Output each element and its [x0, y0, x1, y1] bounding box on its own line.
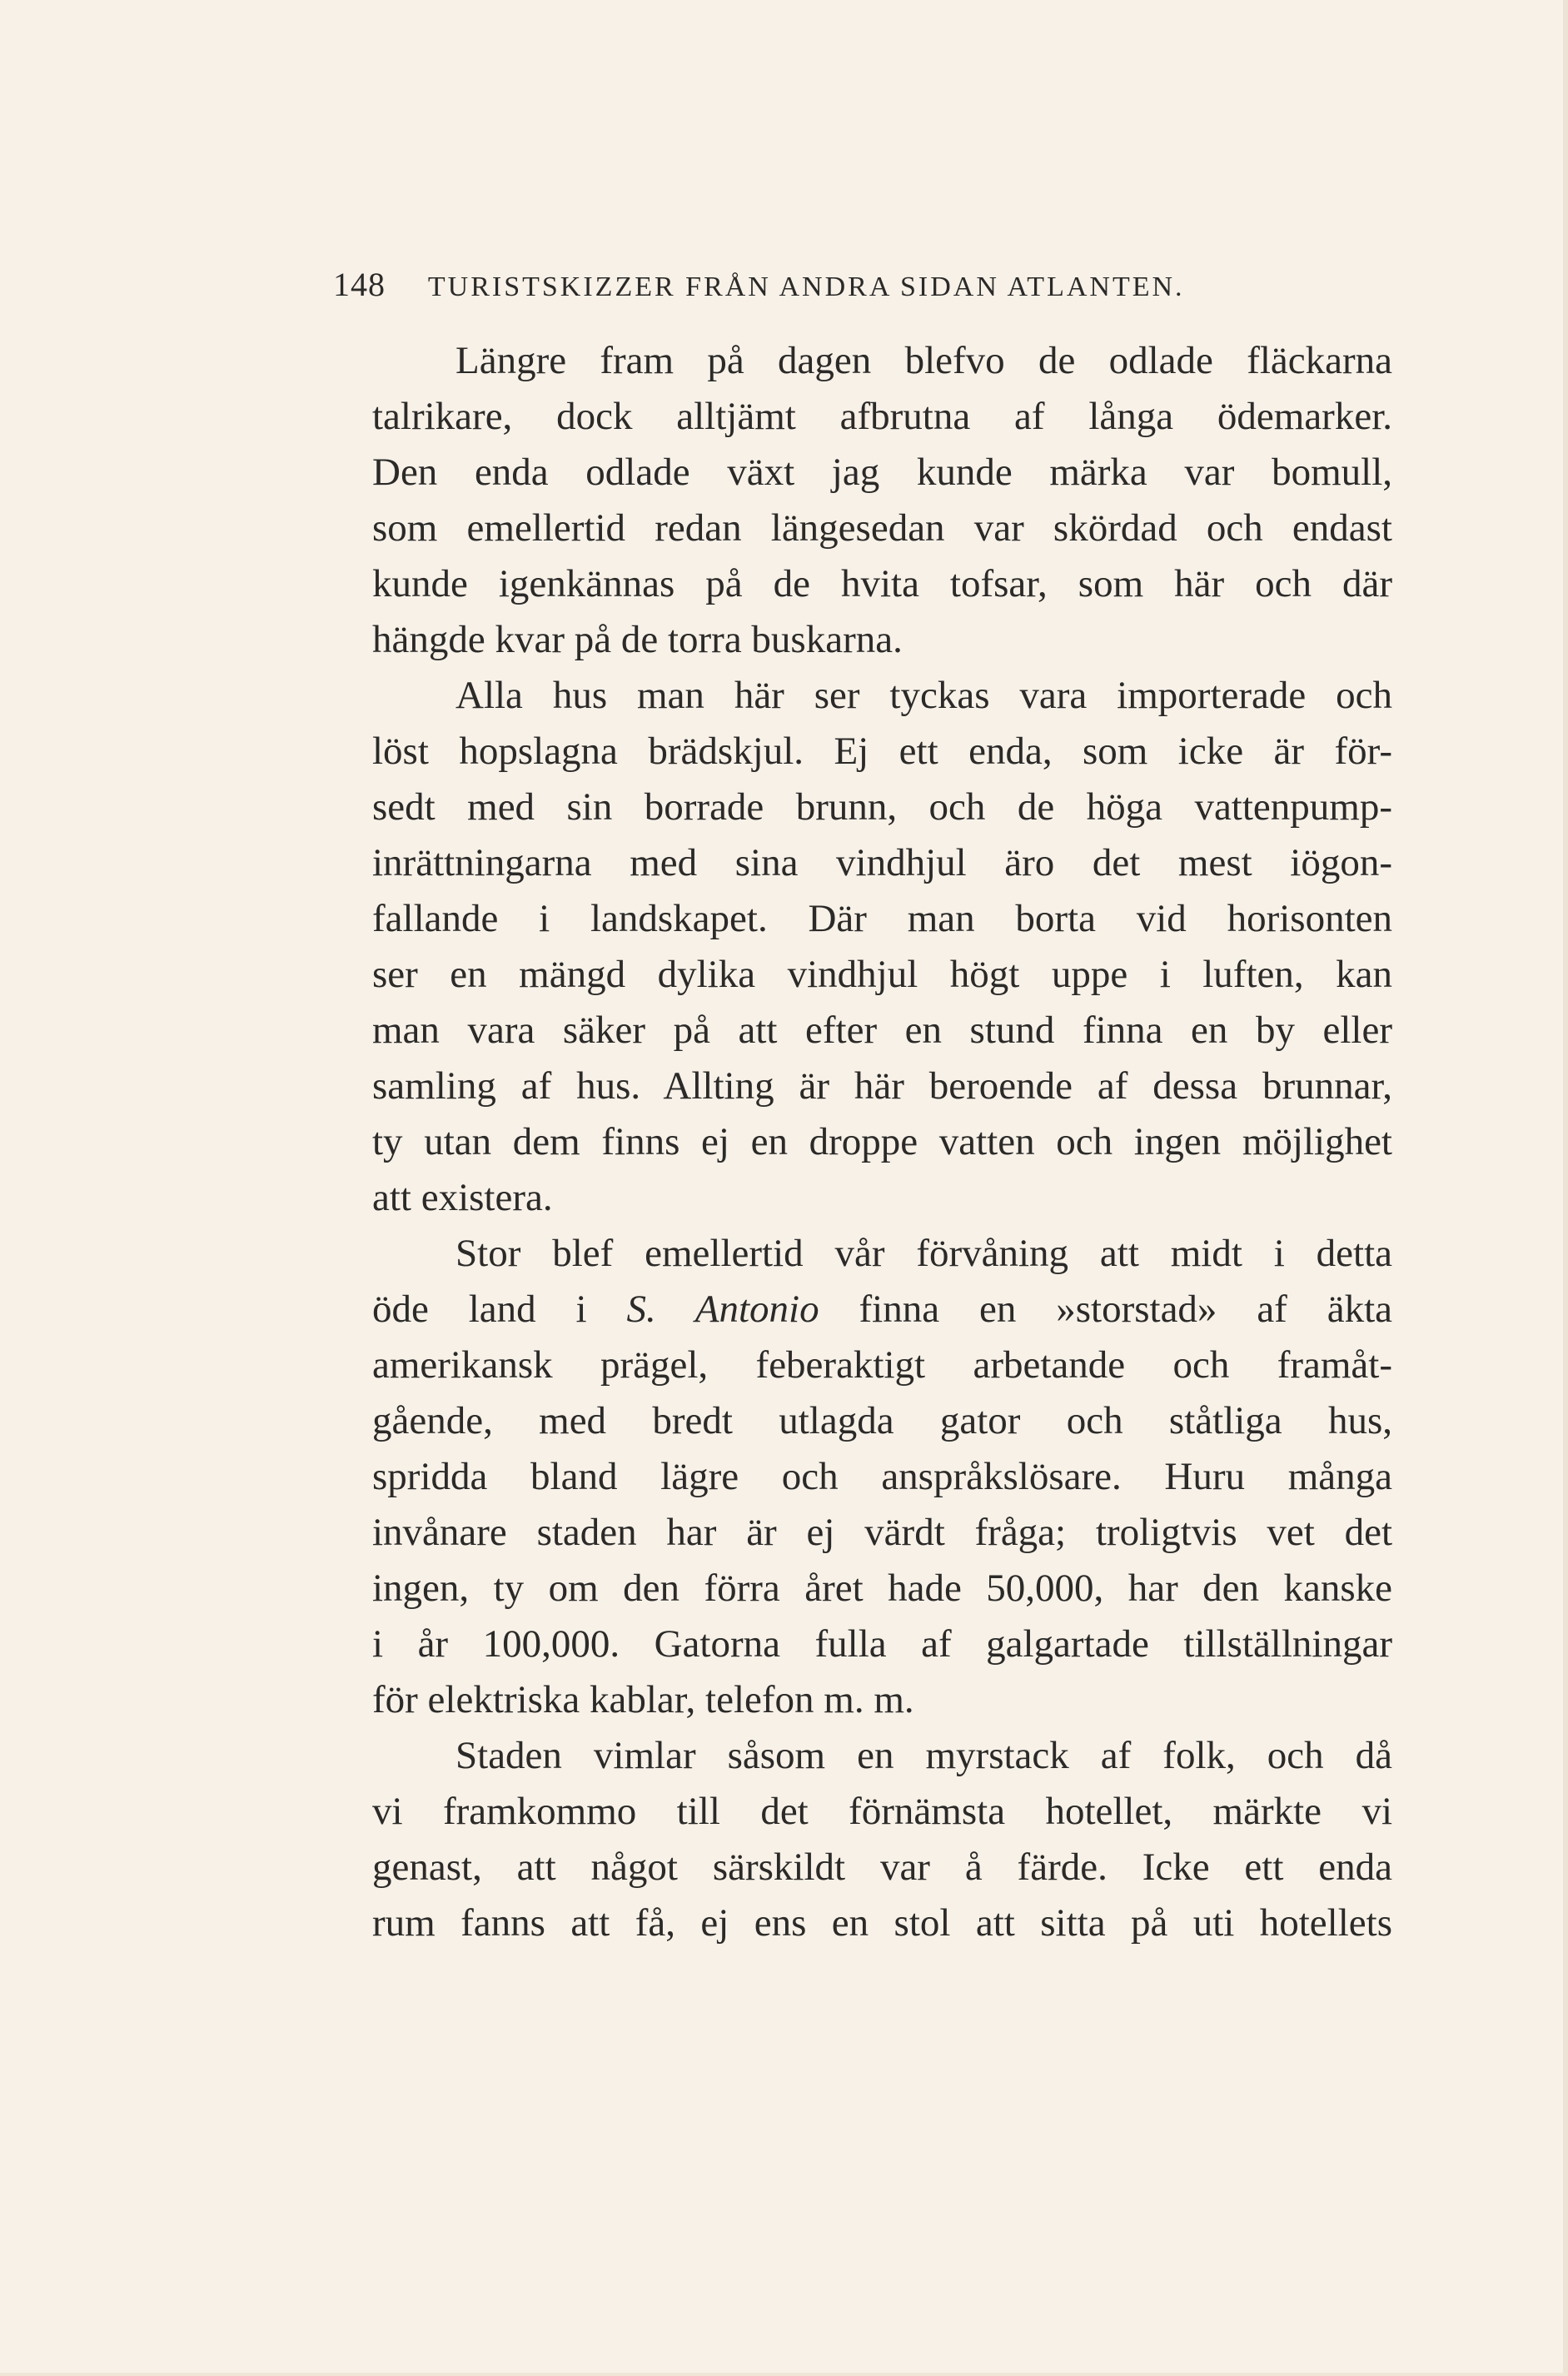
- text-line: [372, 1282, 1392, 1337]
- text-line: löst hopslagna brädskjul. Ej ett enda, som icke är för-: [372, 730, 1392, 773]
- text-line: att existera.: [372, 1176, 553, 1219]
- text-line: kunde igenkännas på de hvita tofsar, som här och där: [372, 562, 1392, 605]
- text-line: Den enda odlade växt jag kunde märka var bomull,: [372, 451, 1392, 494]
- text-line: gående, med bredt utlagda gator och ståtliga hus,: [372, 1399, 1392, 1442]
- text-line: som emellertid redan längesedan var skördad och endast: [372, 506, 1392, 550]
- text-line: i år 100,000. Gatorna fulla af galgartade tillställningar: [372, 1622, 1392, 1666]
- text-line: Alla hus man här ser tyckas vara importerade och: [455, 674, 1392, 717]
- text-line: ty utan dem finns ej en droppe vatten och ingen möjlighet: [372, 1120, 1392, 1163]
- text-line: ingen, ty om den förra året hade 50,000, har den kanske: [372, 1567, 1392, 1610]
- text-line: sedt med sin borrade brunn, och de höga vattenpump-: [372, 785, 1392, 829]
- running-title: TURISTSKIZZER FRÅN ANDRA SIDAN ATLANTEN.: [427, 271, 1185, 302]
- text-line: rum fanns att få, ej ens en stol att sitta på uti hotellets: [372, 1901, 1392, 1945]
- text-segment: öde land i: [372, 1288, 627, 1331]
- text-line: vi framkommo till det förnämsta hotellet, märkte vi: [372, 1790, 1392, 1833]
- place-name-italic: S. Antonio: [626, 1288, 819, 1331]
- text-line: fallande i landskapet. Där man borta vid horisonten: [372, 897, 1392, 940]
- text-line: samling af hus. Allting är här beroende af dessa brunnar,: [372, 1064, 1392, 1108]
- text-line: amerikansk prägel, feberaktigt arbetande och framåt-: [372, 1343, 1392, 1387]
- text-line: man vara säker på att efter en stund finna en by eller: [372, 1009, 1392, 1052]
- page-number: 148: [333, 266, 386, 303]
- body-text: [372, 333, 1392, 1951]
- text-line: ser en mängd dylika vindhjul högt uppe i luften, kan: [372, 953, 1392, 996]
- text-line: talrikare, dock alltjämt afbrutna af långa ödemarker.: [372, 395, 1392, 438]
- text-line: spridda bland lägre och anspråkslösare. Huru många: [372, 1455, 1392, 1498]
- running-header: [333, 265, 1399, 315]
- text-line: Längre fram på dagen blefvo de odlade fläckarna: [455, 339, 1392, 382]
- text-line: hängde kvar på de torra buskarna.: [372, 618, 903, 661]
- text-line: invånare staden har är ej värdt fråga; troligtvis vet det: [372, 1511, 1392, 1554]
- text-line: genast, att något särskildt var å färde. Icke ett enda: [372, 1846, 1392, 1889]
- text-line: inrättningarna med sina vindhjul äro det mest iögon-: [372, 841, 1392, 884]
- text-segment: finna en »storstad» af äkta: [819, 1288, 1392, 1331]
- text-line: för elektriska kablar, telefon m. m.: [372, 1678, 914, 1721]
- text-line: Staden vimlar såsom en myrstack af folk, och då: [455, 1734, 1392, 1777]
- text-line: Stor blef emellertid vår förvåning att midt i detta: [455, 1232, 1392, 1275]
